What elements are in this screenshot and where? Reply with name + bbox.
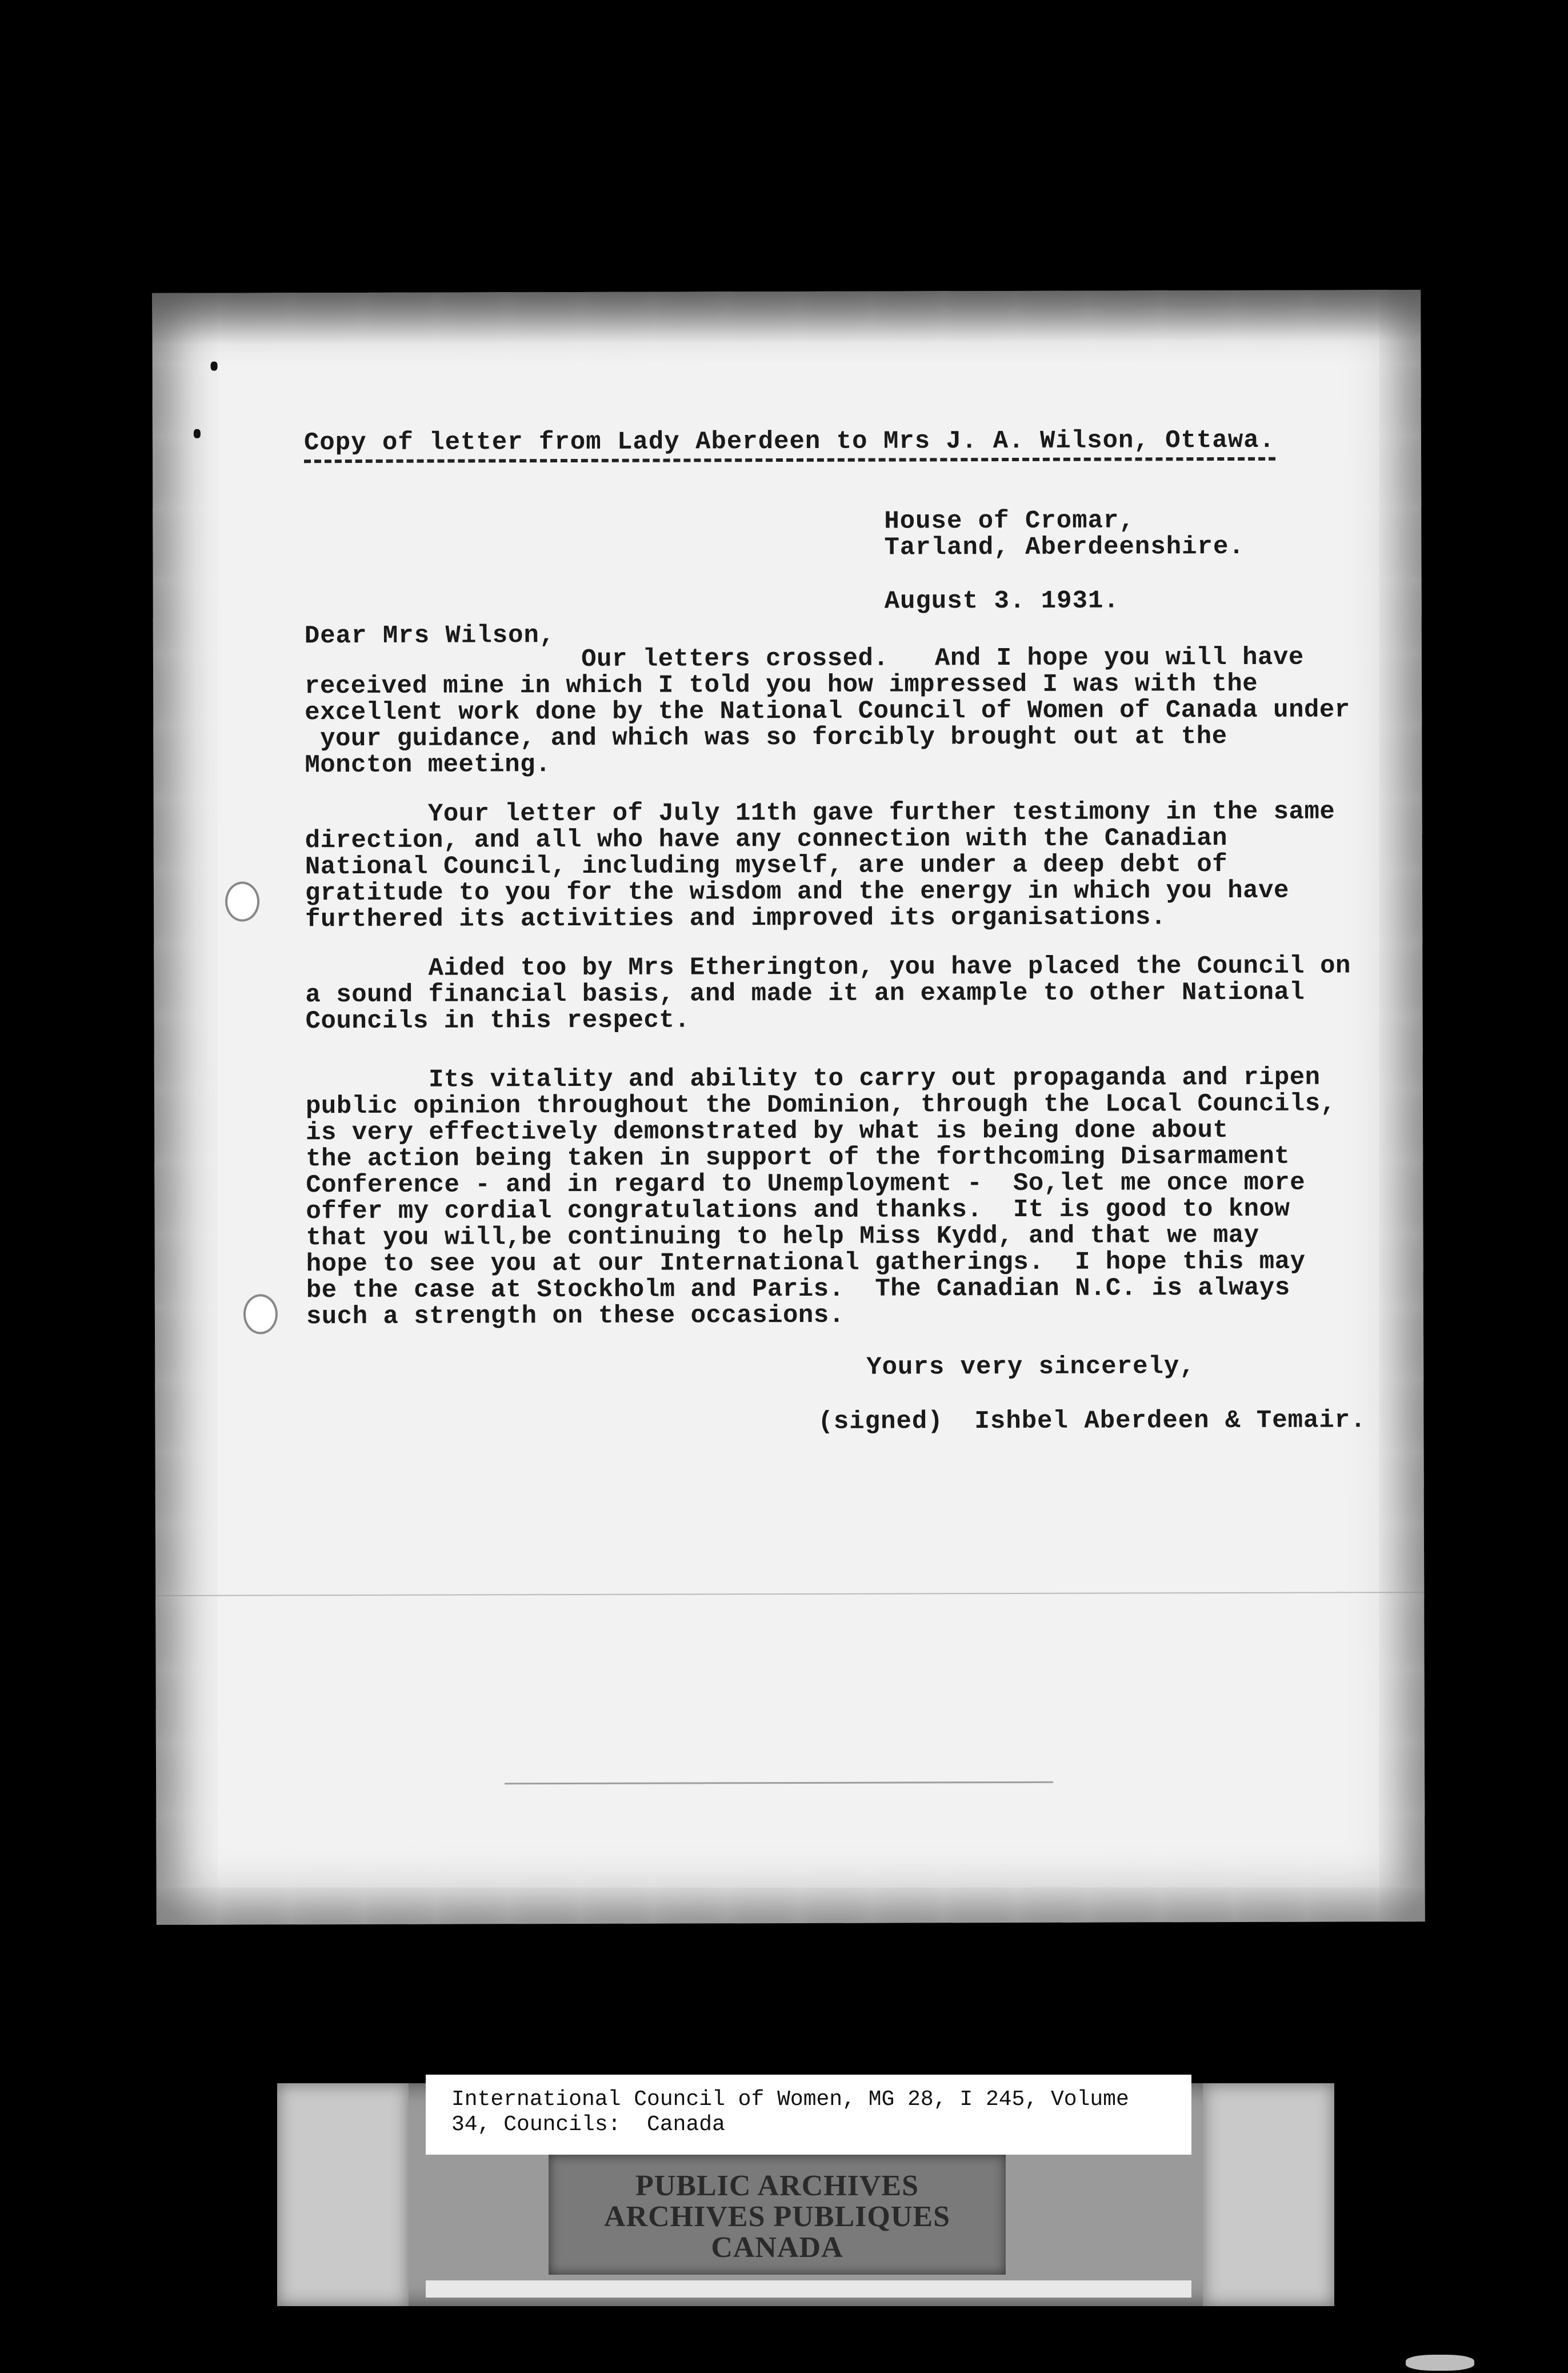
address-line-2: Tarland, Aberdeenshire. (884, 532, 1245, 562)
label-tab-right (1203, 2083, 1334, 2306)
letter-date: August 3. 1931. (884, 586, 1119, 616)
stamp-line-2: ARCHIVES PUBLIQUES (603, 2200, 951, 2233)
faint-rule-line (505, 1781, 1053, 1785)
salutation: Dear Mrs Wilson, (304, 621, 555, 651)
paragraph-1: Our letters crossed. And I hope you will have received mine in which I told you how impressed I was with the excellent work done by the National Council of Women of Canada under your guidance, and which was so forcibly brought out at the Moncton meeting. (304, 643, 1350, 780)
punch-hole (243, 1294, 278, 1334)
address-line-1: House of Cromar, (884, 506, 1135, 536)
paragraph-3: Aided too by Mrs Etherington, you have placed the Council on a sound financial basis, and made it an example to other National Councils in this respect. (305, 952, 1351, 1036)
label-tab-left (277, 2083, 409, 2306)
archive-reference-text: International Council of Women, MG 28, I 245, Volume 34, Councils: Canada (451, 2087, 1129, 2137)
page-shadow (152, 290, 1421, 345)
archive-reference-card (426, 2075, 1191, 2155)
paragraph-2: Your letter of July 11th gave further testimony in the same direction, and all who have any connection with the Canadian National Council, including myself, are under a deep debt of gratitude to you for the wisdom and the energy in which you have furthered its activities and improved its organisations. (305, 797, 1335, 934)
heading-underline (304, 457, 1275, 463)
letter-heading: Copy of letter from Lady Aberdeen to Mrs J. A. Wilson, Ottawa. (303, 426, 1275, 458)
stamp-line-3: CANADA (711, 2231, 843, 2264)
ink-mark (211, 362, 218, 371)
letter-page (152, 290, 1425, 1925)
page-crease (155, 1592, 1424, 1596)
film-edge-mark (1406, 2355, 1474, 2371)
letter-signature: (signed) Ishbel Aberdeen & Temair. (818, 1406, 1366, 1436)
archives-stamp (549, 2155, 1006, 2275)
punch-hole (225, 881, 259, 921)
letter-closing: Yours very sincerely, (866, 1352, 1195, 1382)
paragraph-4: Its vitality and ability to carry out propaganda and ripen public opinion throughout the Dominion, through the Local Councils, is very effectively demonstrated by what is being done about the action being taken in support of the forthcoming Disarmament Conference - and in regard to Unemployment - So,let me once more offer my cordial congratulations and thanks. It is good to know that you will,be continuing to help Miss Kydd, and that we may hope to see you at our International gatherings. I hope this may be the case at Stockholm and Paris. The Canadian N.C. is always such a strength on these occasions. (305, 1063, 1336, 1332)
stamp-line-1: PUBLIC ARCHIVES (635, 2170, 919, 2202)
ink-mark (194, 429, 201, 438)
label-bottom-strip (426, 2280, 1191, 2298)
